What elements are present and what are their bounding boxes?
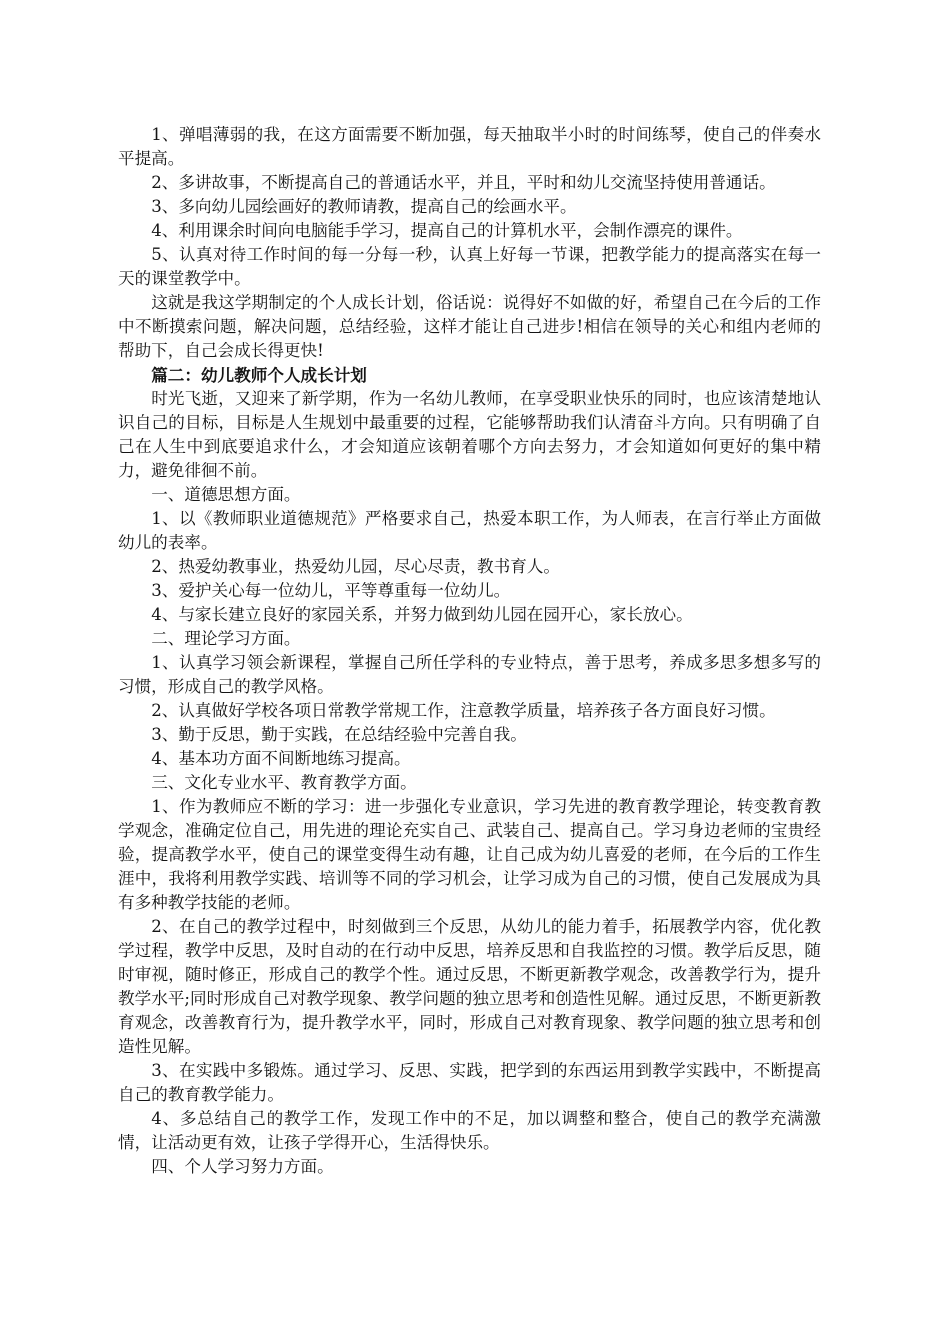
paragraph: 3、多向幼儿园绘画好的教师请教，提高自己的绘画水平。 xyxy=(151,197,577,216)
paragraph: 4、与家长建立良好的家园关系，并努力做到幼儿园在园开心，家长放心。 xyxy=(151,605,693,624)
paragraph: 2、热爱幼教事业，热爱幼儿园，尽心尽责，教书育人。 xyxy=(151,557,560,576)
section-subheading: 四、个人学习努力方面。 xyxy=(151,1157,334,1176)
paragraph: 2、认真做好学校各项日常教学常规工作，注意教学质量，培养孩子各方面良好习惯。 xyxy=(151,701,776,720)
paragraph: 4、利用课余时间向电脑能手学习，提高自己的计算机水平，会制作漂亮的课件。 xyxy=(151,221,743,240)
paragraph: 4、基本功方面不间断地练习提高。 xyxy=(151,749,411,768)
section-subheading: 一、道德思想方面。 xyxy=(151,485,301,504)
paragraph: 2、多讲故事，不断提高自己的普通话水平，并且，平时和幼儿交流坚持使用普通话。 xyxy=(151,173,776,192)
paragraph: 5、认真对待工作时间的每一分每一秒，认真上好每一节课，把教学能力的提高落实在每一天的课堂教学中。 xyxy=(118,245,821,288)
document-body xyxy=(118,123,821,1179)
paragraph: 1、认真学习领会新课程，掌握自己所任学科的专业特点，善于思考，养成多思多想多写的习惯，形成自己的教学风格。 xyxy=(118,653,821,696)
section-heading: 篇二：幼儿教师个人成长计划 xyxy=(151,365,367,385)
paragraph: 3、勤于反思，勤于实践，在总结经验中完善自我。 xyxy=(151,725,527,744)
paragraph: 这就是我这学期制定的个人成长计划，俗话说：说得好不如做的好，希望自己在今后的工作中不断摸索问题，解决问题，总结经验，这样才能让自己进步!相信在领导的关心和组内老师的帮助下，自己会成长得更快! xyxy=(118,293,821,360)
paragraph: 1、以《教师职业道德规范》严格要求自己，热爱本职工作，为人师表，在言行举止方面做幼儿的表率。 xyxy=(118,509,821,552)
section-subheading: 二、理论学习方面。 xyxy=(151,629,301,648)
section-subheading: 三、文化专业水平、教育教学方面。 xyxy=(151,773,417,792)
paragraph: 3、爱护关心每一位幼儿，平等尊重每一位幼儿。 xyxy=(151,581,511,600)
paragraph: 1、作为教师应不断的学习：进一步强化专业意识，学习先进的教育教学理论，转变教育教学观念，准确定位自己，用先进的理论充实自己、武装自己、提高自己。学习身边老师的宝贵经验，提高教学水平，使自己的课堂变得生动有趣，让自己成为幼儿喜爱的老师，在今后的工作生涯中，我将利用教学实践、培训等不同的学习机会，让学习成为自己的习惯，使自己发展成为具有多种教学技能的老师。 xyxy=(118,797,821,912)
paragraph: 4、多总结自己的教学工作，发现工作中的不足，加以调整和整合，使自己的教学充满激情，让活动更有效，让孩子学得开心，生活得快乐。 xyxy=(118,1109,821,1152)
paragraph: 2、在自己的教学过程中，时刻做到三个反思，从幼儿的能力着手，拓展教学内容，优化教学过程，教学中反思，及时自动的在行动中反思，培养反思和自我监控的习惯。教学后反思，随时审视，随时修正，形成自己的教学个性。通过反思，不断更新教学观念，改善教学行为，提升教学水平;同时形成自己对教学现象、教学问题的独立思考和创造性见解。通过反思，不断更新教育观念，改善教育行为，提升教学水平，同时，形成自己对教育现象、教学问题的独立思考和创造性见解。 xyxy=(118,917,821,1056)
paragraph: 3、在实践中多锻炼。通过学习、反思、实践，把学到的东西运用到教学实践中，不断提高自己的教育教学能力。 xyxy=(118,1061,821,1104)
paragraph: 时光飞逝，又迎来了新学期，作为一名幼儿教师，在享受职业快乐的同时，也应该清楚地认识自己的目标，目标是人生规划中最重要的过程，它能够帮助我们认清奋斗方向。只有明确了自己在人生中到底要追求什么，才会知道应该朝着哪个方向去努力，才会知道如何更好的集中精力，避免徘徊不前。 xyxy=(118,389,821,480)
paragraph: 1、弹唱薄弱的我，在这方面需要不断加强，每天抽取半小时的时间练琴，使自己的伴奏水平提高。 xyxy=(118,125,821,168)
